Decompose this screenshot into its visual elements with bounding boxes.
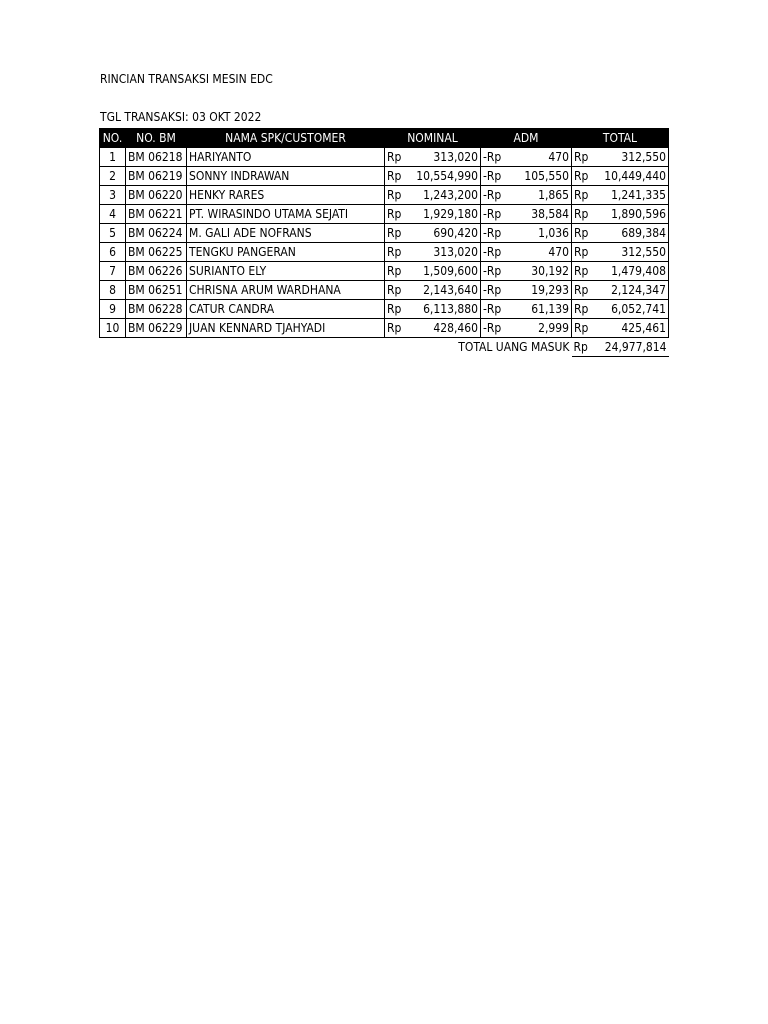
- grand-total-currency: Rp: [572, 338, 595, 357]
- cell-nominal-currency: Rp: [385, 148, 409, 167]
- cell-nominal-currency: Rp: [385, 186, 409, 205]
- cell-adm-currency: -Rp: [481, 167, 505, 186]
- cell-customer-name: HARIYANTO: [187, 148, 385, 167]
- table-row: [100, 167, 669, 186]
- cell-nominal: 6,113,880: [409, 300, 481, 319]
- cell-customer-name: TENGKU PANGERAN: [187, 243, 385, 262]
- cell-no: 5: [100, 224, 126, 243]
- cell-no: 7: [100, 262, 126, 281]
- cell-total: 312,550: [595, 148, 669, 167]
- cell-total: 2,124,347: [595, 281, 669, 300]
- cell-total-currency: Rp: [572, 300, 595, 319]
- cell-adm: 61,139: [505, 300, 572, 319]
- cell-adm-currency: -Rp: [481, 205, 505, 224]
- cell-nominal: 1,509,600: [409, 262, 481, 281]
- cell-bm: BM 06224: [126, 224, 187, 243]
- cell-adm-currency: -Rp: [481, 262, 505, 281]
- cell-total: 1,890,596: [595, 205, 669, 224]
- table-row: [100, 262, 669, 281]
- grand-total-value: 24,977,814: [595, 338, 669, 357]
- cell-bm: BM 06251: [126, 281, 187, 300]
- table-row: [100, 205, 669, 224]
- cell-total-currency: Rp: [572, 319, 595, 338]
- cell-adm-currency: -Rp: [481, 319, 505, 338]
- cell-adm: 38,584: [505, 205, 572, 224]
- cell-total-currency: Rp: [572, 167, 595, 186]
- cell-adm: 2,999: [505, 319, 572, 338]
- cell-nominal: 313,020: [409, 148, 481, 167]
- cell-nominal-currency: Rp: [385, 243, 409, 262]
- cell-total-currency: Rp: [572, 148, 595, 167]
- cell-no: 1: [100, 148, 126, 167]
- cell-nominal: 428,460: [409, 319, 481, 338]
- table-row: [100, 148, 669, 167]
- cell-nominal-currency: Rp: [385, 319, 409, 338]
- cell-customer-name: PT. WIRASINDO UTAMA SEJATI: [187, 205, 385, 224]
- table-row: [100, 319, 669, 338]
- cell-total-currency: Rp: [572, 205, 595, 224]
- cell-total: 6,052,741: [595, 300, 669, 319]
- cell-adm: 105,550: [505, 167, 572, 186]
- cell-nominal: 1,243,200: [409, 186, 481, 205]
- table-row: [100, 186, 669, 205]
- header-bm: NO. BM: [126, 129, 187, 148]
- cell-no: 6: [100, 243, 126, 262]
- cell-customer-name: CHRISNA ARUM WARDHANA: [187, 281, 385, 300]
- cell-nominal-currency: Rp: [385, 205, 409, 224]
- cell-bm: BM 06229: [126, 319, 187, 338]
- cell-nominal: 2,143,640: [409, 281, 481, 300]
- table-row: [100, 300, 669, 319]
- cell-customer-name: M. GALI ADE NOFRANS: [187, 224, 385, 243]
- cell-total: 1,241,335: [595, 186, 669, 205]
- header-name: NAMA SPK/CUSTOMER: [187, 129, 385, 148]
- document-title: RINCIAN TRANSAKSI MESIN EDC: [100, 72, 273, 86]
- cell-nominal-currency: Rp: [385, 167, 409, 186]
- cell-total: 689,384: [595, 224, 669, 243]
- cell-total-currency: Rp: [572, 262, 595, 281]
- cell-no: 8: [100, 281, 126, 300]
- cell-nominal-currency: Rp: [385, 262, 409, 281]
- cell-nominal-currency: Rp: [385, 281, 409, 300]
- cell-adm: 470: [505, 243, 572, 262]
- cell-no: 2: [100, 167, 126, 186]
- cell-nominal-currency: Rp: [385, 224, 409, 243]
- cell-bm: BM 06220: [126, 186, 187, 205]
- table-body: [100, 148, 669, 338]
- header-nominal: NOMINAL: [385, 129, 481, 148]
- table-row: [100, 224, 669, 243]
- cell-adm: 470: [505, 148, 572, 167]
- cell-bm: BM 06218: [126, 148, 187, 167]
- cell-adm: 19,293: [505, 281, 572, 300]
- cell-adm-currency: -Rp: [481, 224, 505, 243]
- cell-adm-currency: -Rp: [481, 243, 505, 262]
- transaction-date: TGL TRANSAKSI: 03 OKT 2022: [100, 110, 262, 124]
- header-total: TOTAL: [572, 129, 669, 148]
- cell-bm: BM 06226: [126, 262, 187, 281]
- cell-bm: BM 06225: [126, 243, 187, 262]
- cell-adm: 30,192: [505, 262, 572, 281]
- cell-total: 10,449,440: [595, 167, 669, 186]
- table-row: [100, 243, 669, 262]
- cell-no: 10: [100, 319, 126, 338]
- cell-no: 3: [100, 186, 126, 205]
- cell-nominal: 10,554,990: [409, 167, 481, 186]
- cell-adm-currency: -Rp: [481, 281, 505, 300]
- header-adm: ADM: [481, 129, 572, 148]
- cell-total-currency: Rp: [572, 281, 595, 300]
- cell-adm: 1,036: [505, 224, 572, 243]
- cell-total-currency: Rp: [572, 186, 595, 205]
- cell-total: 425,461: [595, 319, 669, 338]
- cell-customer-name: HENKY RARES: [187, 186, 385, 205]
- cell-total-currency: Rp: [572, 224, 595, 243]
- header-no: NO.: [100, 129, 126, 148]
- cell-customer-name: SONNY INDRAWAN: [187, 167, 385, 186]
- grand-total-row: [100, 338, 669, 357]
- cell-total: 312,550: [595, 243, 669, 262]
- cell-customer-name: SURIANTO ELY: [187, 262, 385, 281]
- cell-adm-currency: -Rp: [481, 148, 505, 167]
- cell-no: 4: [100, 205, 126, 224]
- cell-adm-currency: -Rp: [481, 300, 505, 319]
- cell-total-currency: Rp: [572, 243, 595, 262]
- cell-nominal: 690,420: [409, 224, 481, 243]
- cell-nominal-currency: Rp: [385, 300, 409, 319]
- cell-customer-name: JUAN KENNARD TJAHYADI: [187, 319, 385, 338]
- cell-total: 1,479,408: [595, 262, 669, 281]
- cell-customer-name: CATUR CANDRA: [187, 300, 385, 319]
- transaction-table: [99, 128, 669, 357]
- cell-bm: BM 06228: [126, 300, 187, 319]
- cell-nominal: 1,929,180: [409, 205, 481, 224]
- cell-no: 9: [100, 300, 126, 319]
- cell-adm: 1,865: [505, 186, 572, 205]
- cell-bm: BM 06221: [126, 205, 187, 224]
- grand-total-label: TOTAL UANG MASUK: [458, 340, 570, 355]
- table-header-row: [100, 129, 669, 148]
- cell-bm: BM 06219: [126, 167, 187, 186]
- table-row: [100, 281, 669, 300]
- cell-nominal: 313,020: [409, 243, 481, 262]
- cell-adm-currency: -Rp: [481, 186, 505, 205]
